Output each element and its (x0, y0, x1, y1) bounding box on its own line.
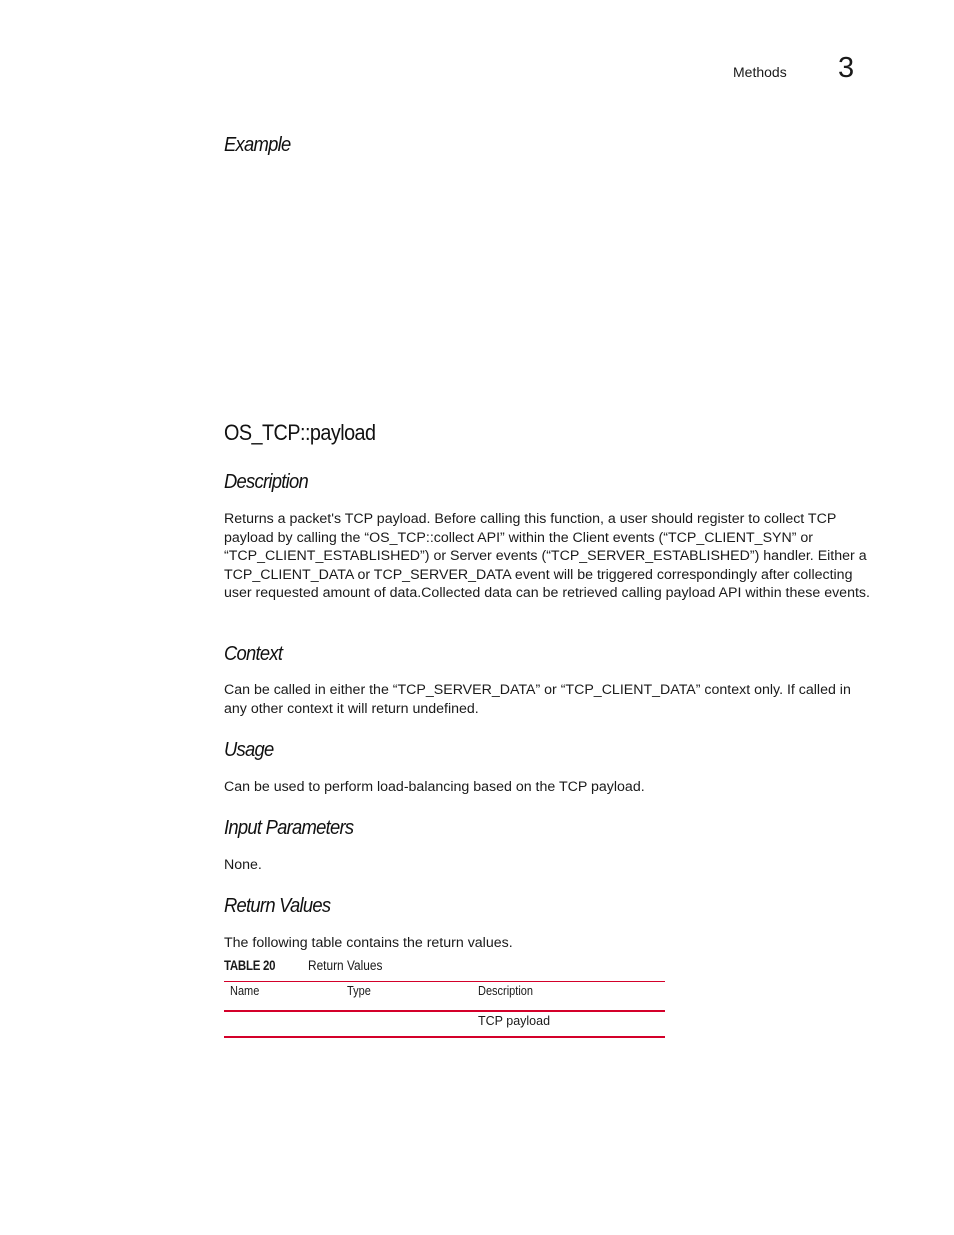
input-parameters-text: None. (224, 857, 262, 873)
page-header-chapter-number: 3 (838, 52, 855, 84)
return-values-text: The following table contains the return values. (224, 935, 513, 951)
return-values-heading: Return Values (224, 895, 331, 917)
page-header-section: Methods (733, 64, 787, 80)
usage-text: Can be used to perform load-balancing based on the TCP payload. (224, 779, 645, 795)
table-header-type: Type (347, 984, 371, 998)
description-text: Returns a packet's TCP payload. Before calling this function, a user should register to collect TCP payload by calling the “OS_TCP::collect API” within the Client events (“TCP_CLIENT_SYN” or “TCP_CLIENT_ESTABLISHED”) or Server events (“TCP_SERVER_ESTABLISHED”) handler. Either a TCP_CLIENT_DATA or TCP_SERVER_DATA event will be triggered correspondingly after collecting user requested amount of data.Collected data can be retrieved calling payload API within these events. (224, 511, 870, 602)
table-header-rule (224, 1010, 665, 1012)
input-parameters-heading: Input Parameters (224, 817, 354, 839)
usage-heading: Usage (224, 739, 274, 761)
method-title: OS_TCP::payload (224, 420, 376, 445)
table-top-rule (224, 981, 665, 982)
example-heading: Example (224, 134, 291, 156)
table-bottom-rule (224, 1036, 665, 1038)
context-heading: Context (224, 643, 283, 665)
table-header-description: Description (478, 984, 534, 998)
table-header-name: Name (230, 984, 260, 998)
table-title: Return Values (308, 958, 383, 973)
table-label: TABLE 20 (224, 958, 276, 973)
table-cell-description: TCP payload (478, 1014, 551, 1028)
description-heading: Description (224, 471, 308, 493)
context-text: Can be called in either the “TCP_SERVER_DATA” or “TCP_CLIENT_DATA” context only. If called in any other context it will return undefined. (224, 682, 851, 717)
